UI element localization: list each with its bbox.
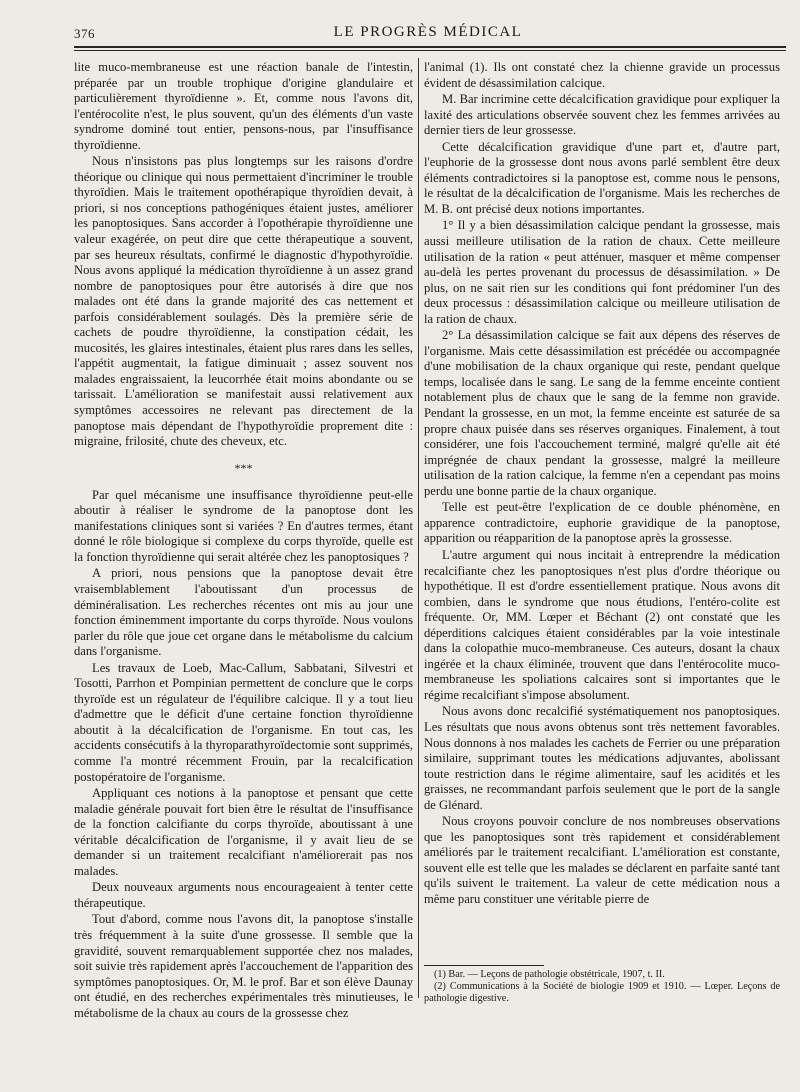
paragraph: Nous avons donc recalcifié systématiquement nos panoptosiques. Les résultats que nous avons obtenus sont très nettement favorables. Nous donnons à nos malades les cachets de Ferrier ou une préparation similaire, supprimant toutes les médications adjuvantes, abolissant toute restriction dans le régime alimentaire, sauf les acidités et les graisses, ne recommandant parfois seulement que le port de la sangle de Glénard. [424,704,780,812]
paragraph: Par quel mécanisme une insuffisance thyroïdienne peut-elle aboutir à réaliser le syndrome de la panoptose dont les manifestations cliniques sont si variées ? En d'autres termes, étant donné le rôle biologique si complexe du corps thyroïde, quelle est la fonction thyroïdienne qui serait altérée chez les panoptosiques ? [74,487,413,564]
paragraph: A priori, nous pensions que la panoptose devait être vraisemblablement l'aboutissant d'un processus de déminéralisation. Les recherches récentes ont mis au jour une fonction éminemment importante du corps thyroïde. Nous voulons parler du rôle que joue cet organe dans le métabolisme du calcium dans l'organisme. [74,566,413,659]
paragraph: L'autre argument qui nous incitait à entreprendre la médication recalcifiante chez les panoptosiques n'est plus d'ordre théorique ou hypothétique. Il est d'ordre essentiellement pratique. Nous avons dit combien, dans le syndrome que nous étudions, l'entéro-colite est fréquente. Or, MM. Lœper et Béchant (2) ont constaté que les déperditions calciques étaient considérables par la voie intestinale dans la colopathie muco-membraneuse. Ces auteurs, dosant la chaux ingérée et la chaux éliminée, trouvent que dans l'entérocolite muco-membraneuse les spoliations calcaires sont si importantes que le régime recalcifiant s'impose absolument. [424,547,780,702]
paragraph: 1° Il y a bien désassimilation calcique pendant la grossesse, mais aussi meilleure utilisation de la ration de chaux. Cette meilleure utilisation de la ration « peut atténuer, masquer et même compenser au-delà les pertes provenant du processus de désassimilation. » De plus, on ne sait rien sur les conditions qui font prédominer l'un des deux processus : désassimilation calcique ou meilleure utilisation de la ration de chaux. [424,218,780,326]
paragraph: Deux nouveaux arguments nous encourageaient à tenter cette thérapeutique. [74,880,413,910]
page-number: 376 [74,26,95,41]
paragraph: l'animal (1). Ils ont constaté chez la chienne gravide un processus évident de désassimilation calcique. [424,60,780,90]
paragraph: Nous n'insistons pas plus longtemps sur les raisons d'ordre théorique ou clinique qui nous permettaient d'incriminer le trouble thyroïdien. Mais le traitement opothérapique thyroïdien devait, à priori, si nos conceptions pathogéniques étaient justes, améliorer les panoptosiques. Sans accorder à l'opothérapie thyroïdienne une valeur exagérée, on peut dire que cette thérapeutique a souvent, par ses heureux résultats, confirmé le diagnostic d'hypothyroïdie. Nous avons appliqué la médication thyroïdienne à un assez grand nombre de panoptosiques pour être autorisés à dire que nos malades ont été dans la grande majorité des cas nettement et parfois considérablement soulagés. Dès la première série de cachets de poudre thyroïdienne, la constipation cédait, les mucosités, les glaires intestinales, étaient plus rares dans les selles, l'appétit augmentait, la fatigue diminuait ; assez souvent nos malades engraissaient, la leucorrhée était moins abondante ou se tarissait. L'amélioration se manifestait aussi relativement aux symptômes accessoires ne relevant pas directement de la panoptose mais dépendant de l'hypothyroïdie proprement dite : migraine, frilosité, chute des cheveux, etc. [74,154,413,449]
paragraph: Nous croyons pouvoir conclure de nos nombreuses observations que les panoptosiques sont très rapidement et considérablement améliorés par le traitement recalcifiant. L'amélioration est constante, souvent elle est telle que les malades se déclarent en parfaite santé tant qu'ils suivent le traitement. La valeur de cette médication nous a même paru constituer une véritable pierre de [424,814,780,906]
paragraph: Telle est peut-être l'explication de ce double phénomène, en apparence contradictoire, euphorie gravidique de la panoptose, apparition ou réapparition de la panoptose après la grossesse. [424,500,780,546]
paragraph: 2° La désassimilation calcique se fait aux dépens des réserves de l'organisme. Mais cette désassimilation est précédée ou accompagnée d'une mobilisation de la chaux organique qui reste, pendant quelque temps, localisée dans le sang. Le sang de la femme enceinte contient notablement plus de chaux que le sang de la femme non gravide. Pendant la grossesse, en un mot, la femme enceinte est saturée de sa propre chaux puisée dans ses réserves organiques. Finalement, à tout considérer, une fois l'accouchement terminé, malgré qu'elle ait été imprégnée de chaux pendant la grossesse, malgré la meilleure utilisation de la ration calcique, la femme n'en a cependant pas moins perdu une bonne partie de la chaux organique. [424,328,780,498]
paragraph: lite muco-membraneuse est une réaction banale de l'intestin, préparée par un trouble trophique d'origine glandulaire et particulièrement thyroïdienne ». Et, comme nous l'avons dit, l'entérocolite n'est, le plus souvent, qu'un des éléments d'un vaste syndrome dominé tout entier, pensons-nous, par l'insuffisance thyroïdienne. [74,60,413,152]
paragraph: Tout d'abord, comme nous l'avons dit, la panoptose s'installe très fréquemment à la suite d'une grossesse. Il semble que la gravidité, souvent remarquablement supportée chez nos malades, soit suivie très rapidement après l'accouchement de l'apparition des symptômes panoptosiques. Or, M. le prof. Bar et son élève Daunay ont étudié, en des recherches expérimentales très minutieuses, le métabolisme de la chaux au cours de la grossesse chez [74,912,413,1020]
footnote-rule [424,965,544,966]
section-separator: *** [234,460,253,475]
paragraph: Cette décalcification gravidique d'une part et, d'autre part, l'euphorie de la grossesse dont nous avons parlé semblent être deux éléments contradictoires si la panoptose est, comme nous le pensons, le résultat de la décalcification de l'organisme. Mais les recherches de M. B. ont précisé deux notions importantes. [424,139,780,216]
left-column [74,60,413,1021]
column-divider [418,58,419,998]
footnotes [424,969,780,1005]
journal-title: LE PROGRÈS MÉDICAL [333,24,523,40]
footnote: (2) Communications à la Société de biologie 1909 et 1910. — Lœper. Leçons de pathologie digestive. [424,981,780,1004]
footnote: (1) Bar. — Leçons de pathologie obstétricale, 1907, t. II. [434,969,665,980]
paragraph: M. Bar incrimine cette décalcification gravidique pour expliquer la laxité des articulations observée souvent chez les femmes arrivées au dernier tiers de leur grossesse. [424,92,780,138]
page-header [74,22,782,44]
paragraph: Appliquant ces notions à la panoptose et pensant que cette maladie générale pouvait fort bien être le résultat de l'insuffisance de la fonction calcifiante du corps thyroïde, aboutissant à une véritable décalcification de l'organisme, il y avait lieu de se demander si un traitement recalcifiant n'améliorerait pas nos malades. [74,786,413,878]
right-column [424,60,780,908]
paragraph: Les travaux de Loeb, Mac-Callum, Sabbatani, Silvestri et Tosotti, Parrhon et Pompinian permettent de conclure que le corps thyroïde est un régulateur de l'équilibre calcique. Il y a tout lieu d'admettre que le déficit d'une certaine fonction thyroïdienne aboutit à la décalcification de l'organisme. En tout cas, les accidents consécutifs à la thyroparathyroïdectomie sont supprimés, comme l'a montré récemment Frouin, par la recalcification postopératoire de l'organisme. [74,660,413,784]
header-rule [74,46,786,51]
